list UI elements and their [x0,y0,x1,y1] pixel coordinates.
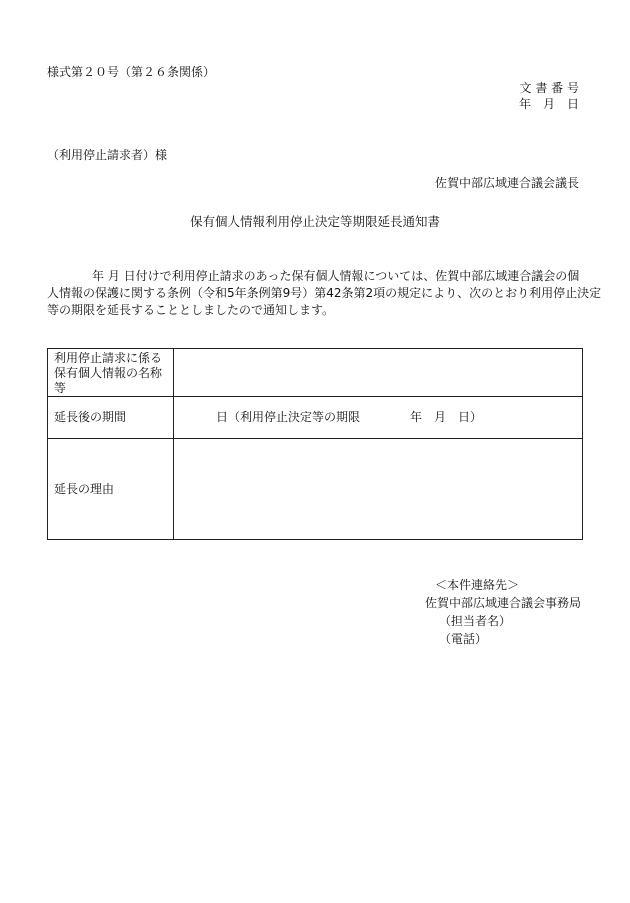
extended-period-days: 日（利用停止決定等の期限 [216,410,361,425]
table-row-extended-period [48,397,583,439]
extended-period-label: 延長後の期間 [48,397,174,439]
contact-heading: ＜本件連絡先＞ [435,578,520,592]
details-table [47,348,583,540]
table-row-reason [48,439,583,540]
extended-period-value [174,397,583,439]
notice-body [47,268,602,319]
sender: 佐賀中部広域連合議会議長 [434,176,579,190]
notice-body-line-1: 年 月 日付けで利用停止請求のあった保有個人情報については、佐賀中部広域連合議会の個 [92,269,580,283]
info-name-label: 利用停止請求に係る保有個人情報の名称等 [48,349,174,397]
table-row-info-name [48,349,583,397]
contact-phone: （電話） [439,632,488,646]
document-title: 保有個人情報利用停止決定等期限延長通知書 [189,214,440,229]
contact-office: 佐賀中部広域連合議会事務局 [425,596,582,610]
form-number: 様式第２０号（第２６条関係） [47,65,216,79]
reason-value [174,439,583,540]
addressee: （利用停止請求者）様 [47,148,168,162]
document-number-label: 文 書 番 号 [519,81,579,95]
contact-person: （担当者名） [439,614,512,628]
info-name-value [174,349,583,397]
notice-body-line-3: 等の期限を延長することとしましたので通知します。 [47,303,335,317]
contact-block [425,576,581,648]
document-date-label: 年 月 日 [518,97,579,111]
notice-body-line-2: 人情報の保護に関する条例（令和5年条例第9号）第42条第2項の規定により、次のとおり利用停止決定 [47,286,602,300]
extended-period-deadline: 年 月 日） [410,410,483,425]
reason-label: 延長の理由 [48,439,174,540]
